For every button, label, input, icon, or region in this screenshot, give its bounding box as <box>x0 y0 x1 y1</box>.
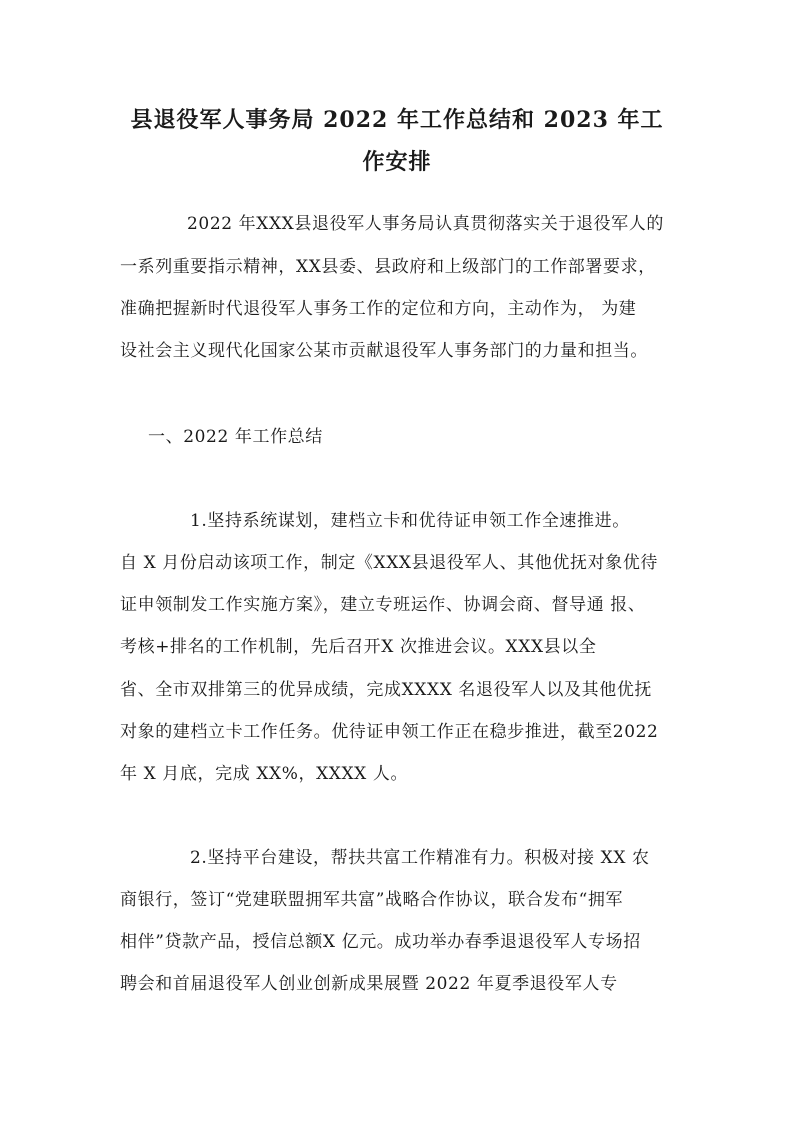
intro-line-1: 2022 年XXX县退役军人事务局认真贯彻落实关于退役军人的 <box>187 214 664 234</box>
item2-line-1: 2.坚持平台建设，帮扶共富工作精准有力。积极对接 XX 农 <box>190 848 650 868</box>
intro-line-3: 准确把握新时代退役军人事务工作的定位和方向，主动作为， 为建 <box>120 299 637 319</box>
intro-line-2: 一系列重要指示精神，XX县委、县政府和上级部门的工作部署要求， <box>120 257 656 277</box>
document-title-line-2: 作安排 <box>362 149 432 175</box>
item1-line-2: 自 X 月份启动该项工作，制定《XXX县退役军人、其他优抚对象优待 <box>120 553 659 573</box>
item1-line-7: 年 X 月底，完成 XX%，XXXX 人。 <box>120 764 409 784</box>
item1-line-6: 对象的建档立卡工作任务。优待证申领工作正在稳步推进，截至2022 <box>120 722 659 742</box>
item2-line-2: 商银行，签订“党建联盟拥军共富”战略合作协议，联合发布“拥军 <box>120 890 624 910</box>
item1-line-5: 省、全市双排第三的优异成绩，完成XXXX 名退役军人以及其他优抚 <box>120 680 653 700</box>
item1-line-4: 考核+排名的工作机制，先后召开X 次推进会议。XXX县以全 <box>120 637 597 657</box>
item2-line-4: 聘会和首届退役军人创业创新成果展暨 2022 年夏季退役军人专 <box>120 974 618 994</box>
item2-line-3: 相伴”贷款产品，授信总额X 亿元。成功举办春季退退役军人专场招 <box>120 932 641 952</box>
section-heading: 一、2022 年工作总结 <box>148 427 323 447</box>
item1-line-1: 1.坚持系统谋划，建档立卡和优待证申领工作全速推进。 <box>190 511 630 531</box>
document-title-line-1: 县退役军人事务局 2022 年工作总结和 2023 年工 <box>130 107 664 133</box>
item1-line-3: 证申领制发工作实施方案》，建立专班运作、协调会商、督导通 报、 <box>120 595 646 615</box>
intro-line-4: 设社会主义现代化国家公某市贡献退役军人事务部门的力量和担当。 <box>120 341 648 361</box>
